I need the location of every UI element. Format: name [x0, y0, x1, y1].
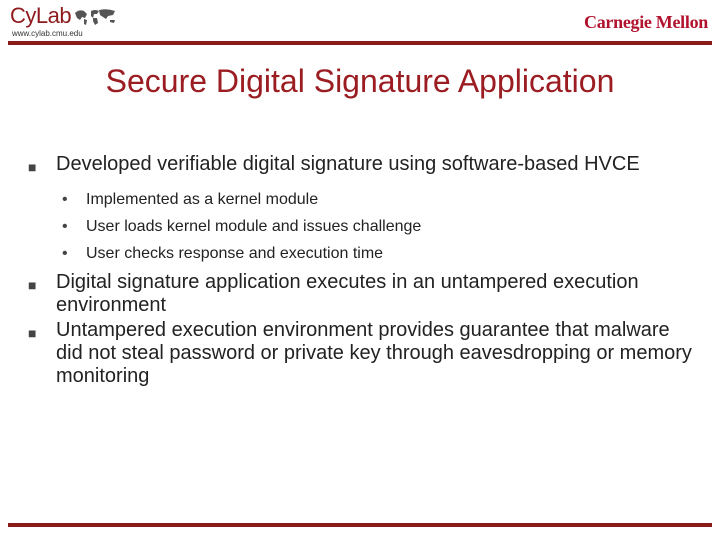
footer-divider	[8, 523, 712, 527]
sub-bullet-text: Implemented as a kernel module	[86, 191, 319, 208]
square-bullet-icon: ■	[28, 277, 37, 293]
cylab-logo	[10, 4, 120, 40]
sub-bullet-text: User checks response and execution time	[86, 245, 384, 262]
dot-bullet-icon: •	[62, 245, 68, 262]
cylab-url: www.cylab.cmu.edu	[12, 29, 83, 38]
square-bullet-icon: ■	[28, 325, 37, 341]
slide-title: Secure Digital Signature Application	[105, 63, 615, 99]
carnegie-mellon-logo: Carnegie Mellon	[584, 12, 708, 32]
header-divider	[8, 41, 712, 45]
sub-bullet-text: User loads kernel module and issues challenge	[86, 218, 422, 235]
sub-bullet-item	[26, 240, 696, 267]
bullet-item	[26, 153, 696, 176]
slide-body	[26, 153, 696, 390]
dot-bullet-icon: •	[62, 218, 68, 235]
bullet-text: Digital signature application executes in an untampered execution environment	[56, 271, 639, 316]
bullet-text: Developed verifiable digital signature using software-based HVCE	[56, 153, 640, 175]
cylab-logo-text: CyLab	[10, 3, 72, 28]
world-map-icon	[73, 7, 119, 27]
dot-bullet-icon: •	[62, 191, 68, 208]
bullet-text: Untampered execution environment provides guarantee that malware did not steal password or private key through eavesdropping or memory monitoring	[56, 319, 692, 387]
bullet-item	[26, 319, 696, 388]
bullet-item	[26, 271, 696, 317]
sub-bullet-list	[26, 186, 696, 267]
sub-bullet-item	[26, 186, 696, 213]
square-bullet-icon: ■	[28, 159, 37, 175]
sub-bullet-item	[26, 213, 696, 240]
